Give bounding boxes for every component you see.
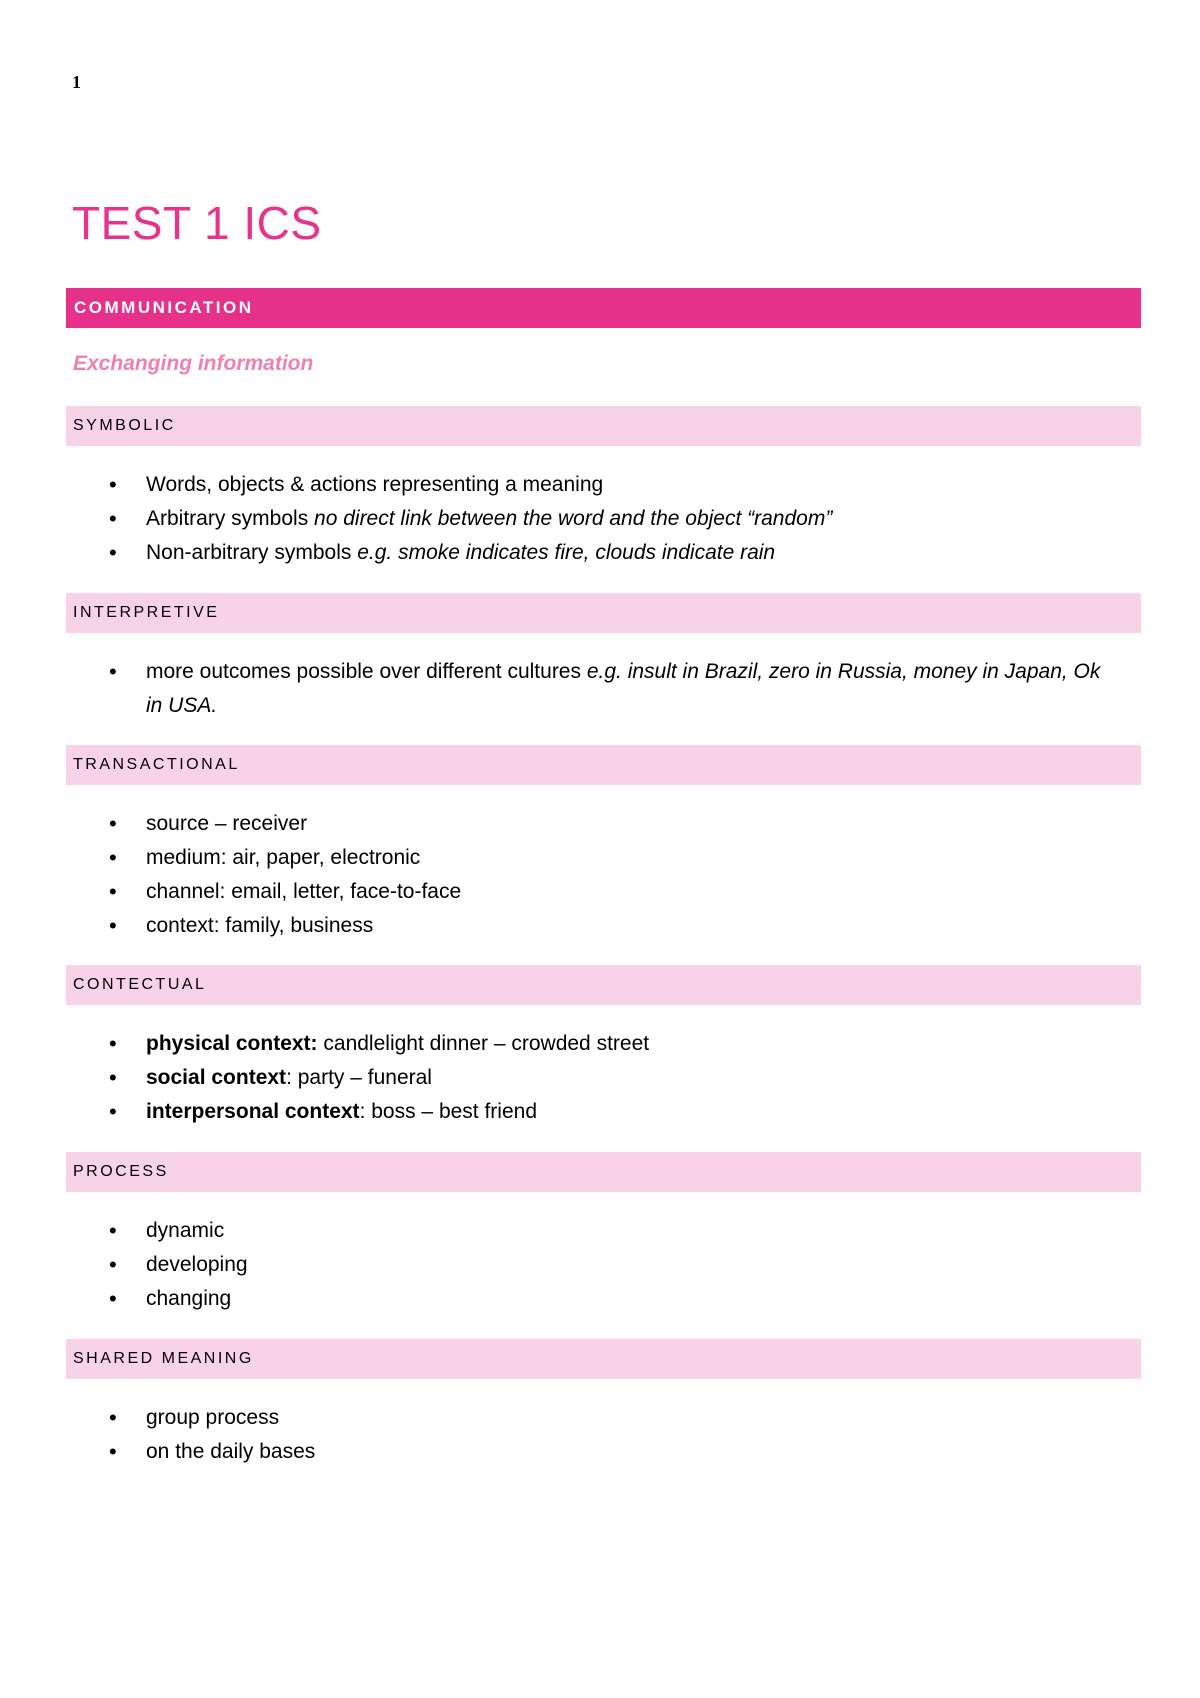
list-item-text: context: family, business: [146, 914, 374, 937]
list-item: [66, 1095, 1116, 1129]
section-contectual: [66, 965, 1141, 1124]
section-band-transactional: TRANSACTIONAL: [66, 745, 1141, 785]
list-item: [66, 1435, 1116, 1469]
list-item-text: Non-arbitrary symbols: [146, 541, 358, 564]
list-item: [66, 536, 1116, 570]
bullet-dot-icon: •: [109, 845, 117, 870]
bullet-dot-icon: •: [109, 540, 117, 565]
list-item-text: dynamic: [146, 1219, 225, 1242]
list-item-text: more outcomes possible over different cultures: [146, 660, 587, 683]
list-item: [66, 875, 1116, 909]
bullet-list-transactional: [66, 807, 1141, 943]
bullet-list-process: [66, 1214, 1141, 1316]
list-item: [66, 655, 1116, 723]
bullet-dot-icon: •: [109, 472, 117, 497]
list-item-italic: e.g. insult in Brazil, zero in Russia, money in Japan, Ok in USA.: [146, 660, 1101, 717]
list-item-text: group process: [146, 1406, 280, 1429]
bullet-dot-icon: •: [109, 1252, 117, 1277]
list-item: [66, 807, 1116, 841]
list-item: [66, 1401, 1116, 1435]
bullet-dot-icon: •: [109, 659, 117, 684]
bullet-dot-icon: •: [109, 1286, 117, 1311]
bullet-list-contectual: [66, 1027, 1141, 1129]
list-item-bold: physical context:: [146, 1032, 318, 1055]
section-band-interpretive: INTERPRETIVE: [66, 593, 1141, 633]
list-item: [66, 909, 1116, 943]
bullet-dot-icon: •: [109, 1031, 117, 1056]
section-symbolic: [66, 406, 1141, 565]
bullet-dot-icon: •: [109, 1065, 117, 1090]
heading-communication: COMMUNICATION: [74, 298, 254, 317]
section-band-contectual: CONTECTUAL: [66, 965, 1141, 1005]
list-item-italic: no direct link between the word and the object “random”: [314, 507, 833, 530]
document-title: TEST 1 ICS: [72, 197, 322, 249]
list-item-text: source – receiver: [146, 812, 308, 835]
list-item-text: Arbitrary symbols: [146, 507, 315, 530]
list-item: [66, 1214, 1116, 1248]
list-item: [66, 1027, 1116, 1061]
bullet-dot-icon: •: [109, 506, 117, 531]
bullet-dot-icon: •: [109, 879, 117, 904]
bullet-dot-icon: •: [109, 913, 117, 938]
list-item-text: channel: email, letter, face-to-face: [146, 880, 462, 903]
heading-band: [66, 288, 1141, 328]
list-item-text: on the daily bases: [146, 1440, 316, 1463]
section-band-process: PROCESS: [66, 1152, 1141, 1192]
list-item-text: developing: [146, 1253, 248, 1276]
section-interpretive: [66, 593, 1141, 717]
bullet-dot-icon: •: [109, 1405, 117, 1430]
list-item: [66, 468, 1116, 502]
list-item-text: Words, objects & actions representing a meaning: [146, 473, 604, 496]
section-transactional: [66, 745, 1141, 938]
list-item-text: : boss – best friend: [359, 1100, 537, 1123]
list-item-text: candlelight dinner – crowded street: [317, 1032, 650, 1055]
list-item-bold: interpersonal context: [146, 1100, 360, 1123]
list-item-text: changing: [146, 1287, 232, 1310]
subtitle: Exchanging information: [73, 352, 314, 375]
bullet-list-shared-meaning: [66, 1401, 1141, 1469]
list-item-italic: e.g. smoke indicates fire, clouds indicate rain: [357, 541, 776, 564]
section-shared-meaning: [66, 1339, 1141, 1464]
list-item: [66, 1061, 1116, 1095]
list-item-bold: social context: [146, 1066, 287, 1089]
bullet-dot-icon: •: [109, 811, 117, 836]
bullet-dot-icon: •: [109, 1099, 117, 1124]
list-item: [66, 1248, 1116, 1282]
bullet-list-interpretive: [66, 655, 1141, 723]
list-item: [66, 841, 1116, 875]
section-band-shared-meaning: SHARED MEANING: [66, 1339, 1141, 1379]
section-band-symbolic: SYMBOLIC: [66, 406, 1141, 446]
bullet-dot-icon: •: [109, 1439, 117, 1464]
list-item-text: medium: air, paper, electronic: [146, 846, 421, 869]
section-process: [66, 1152, 1141, 1311]
page-number: 1: [72, 72, 81, 92]
bullet-list-symbolic: [66, 468, 1141, 570]
list-item: [66, 502, 1116, 536]
list-item-text: : party – funeral: [286, 1066, 432, 1089]
bullet-dot-icon: •: [109, 1218, 117, 1243]
list-item: [66, 1282, 1116, 1316]
